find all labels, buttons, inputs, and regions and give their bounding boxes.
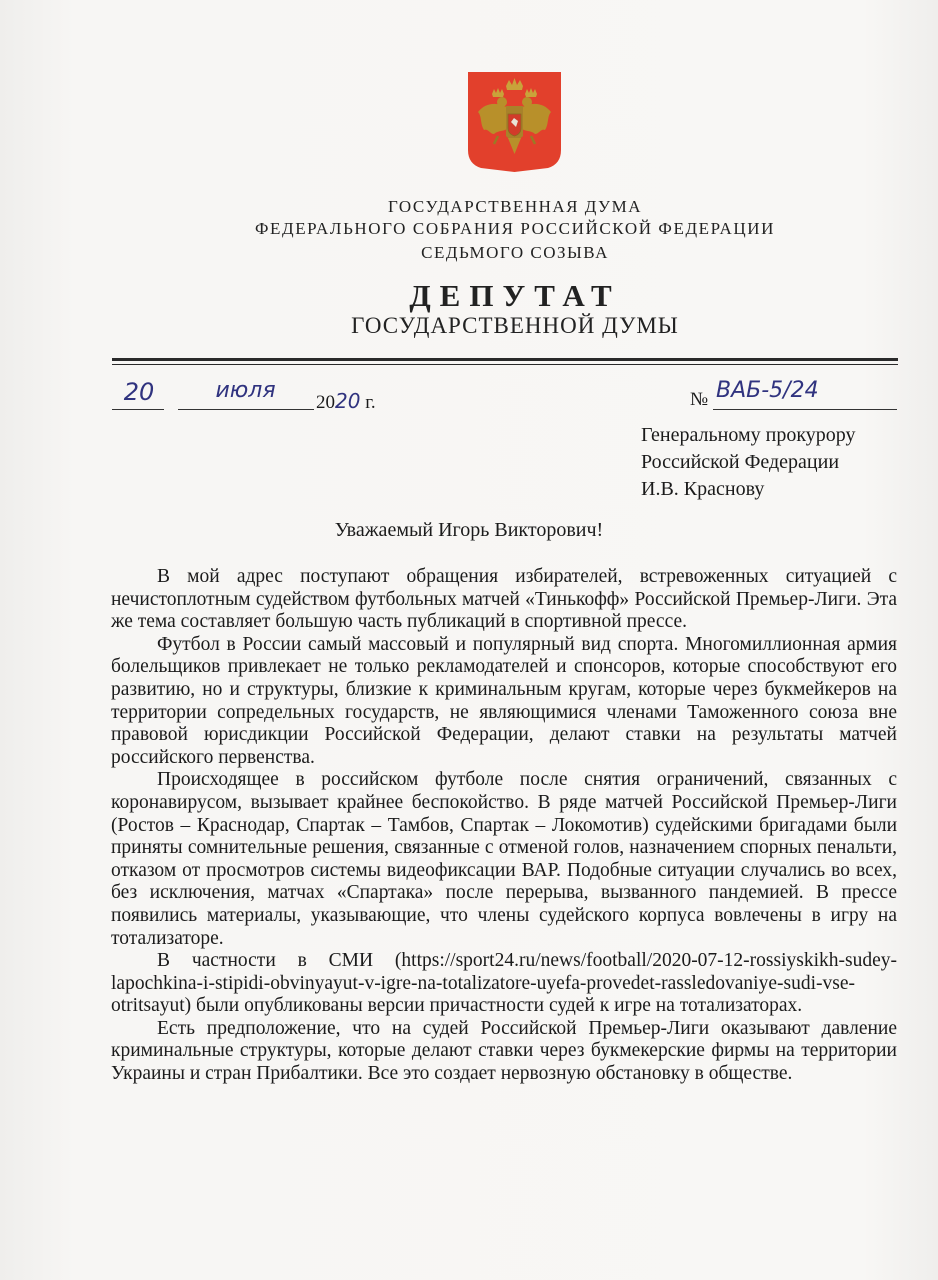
date-month-underline xyxy=(178,409,314,410)
header-line-state-duma: ГОСУДАРСТВЕННАЯ ДУМА xyxy=(388,197,642,216)
russian-coat-of-arms-emblem xyxy=(468,72,561,172)
date-year-prefix: 20 xyxy=(316,392,335,413)
body-paragraph: Футбол в России самый массовый и популярный вид спорта. Многомиллионная армия болельщиков привлекает не только рекламодателей и спонсоров, которые способствуют его развитию, но и структуры, близкие к криминальным кругам, которые через букмейкеров на территории сопредельных государств, не являющимися членами Таможенного союза вне правовой юрисдикции Российской Федерации, делают ставки на результаты матчей российского первенства. xyxy=(111,633,897,768)
header-line-convocation: СЕДЬМОГО СОЗЫВА xyxy=(421,243,609,262)
date-year-label: г. xyxy=(365,392,376,413)
header-title: ДЕПУТАТ xyxy=(409,278,621,313)
date-month: июля xyxy=(215,378,276,403)
document-number-underline xyxy=(713,409,897,410)
header-divider-thick xyxy=(112,358,898,361)
body-paragraph: Есть предположение, что на судей Российской Премьер-Лиги оказывают давление криминальные структуры, которые делают ставки через букмекерские фирмы на территории Украины и стран Прибалтики. Все это создает нервозную обстановку в обществе. xyxy=(111,1017,897,1085)
body-paragraph: В частности в СМИ (https://sport24.ru/news/football/2020-07-12-rossiyskikh-sudey-lapochkina-i-stipidi-obvinyayut-v-igre-na-totalizatore-uyefa-provedet-rassledovaniye-sudi-vse-otritsayut) были опубликованы версии причастности судей к игре на тотализаторах. xyxy=(111,950,897,1017)
addressee-line-1: Генеральному прокурору xyxy=(641,424,856,446)
addressee-block xyxy=(641,422,856,503)
date-day-underline xyxy=(112,409,164,410)
salutation: Уважаемый Игорь Викторович! xyxy=(334,519,604,541)
header-line-federal-assembly: ФЕДЕРАЛЬНОГО СОБРАНИЯ РОССИЙСКОЙ ФЕДЕРАЦИИ xyxy=(254,219,776,238)
header-divider-thin xyxy=(112,364,898,365)
addressee-line-2: Российской Федерации xyxy=(641,451,840,473)
date-year-suffix: 20 xyxy=(335,389,361,413)
document-number: ВАБ-5/24 xyxy=(716,378,819,403)
header-subtitle: ГОСУДАРСТВЕННОЙ ДУМЫ xyxy=(351,313,679,338)
letter-body xyxy=(111,566,897,1086)
number-sign: № xyxy=(690,389,709,410)
body-paragraph: В мой адрес поступают обращения избирателей, встревоженных ситуацией с нечистоплотным судейством футбольных матчей «Тинькофф» Российской Премьер-Лиги. Эта же тема составляет большую часть публикаций в спортивной прессе. xyxy=(111,566,897,633)
date-day: 20 xyxy=(123,378,155,406)
date-year xyxy=(316,389,376,414)
body-paragraph: Происходящее в российском футболе после снятия ограничений, связанных с коронавирусом, вызывает крайнее беспокойство. В ряде матчей Российской Премьер-Лиги (Ростов – Краснодар, Спартак – Тамбов, Спартак – Локомотив) судейскими бригадами были приняты сомнительные решения, связанные с отменой голов, назначением спорных пенальти, отказом от просмотров системы видеофиксации ВАР. Подобные ситуации случались во всех, без исключения, матчах «Спартака» после перерыва, вызванного пандемией. В прессе появились материалы, указывающие, что члены судейского корпуса вовлечены в игру на тотализаторе. xyxy=(111,769,897,949)
addressee-line-3: И.В. Краснову xyxy=(641,478,765,500)
